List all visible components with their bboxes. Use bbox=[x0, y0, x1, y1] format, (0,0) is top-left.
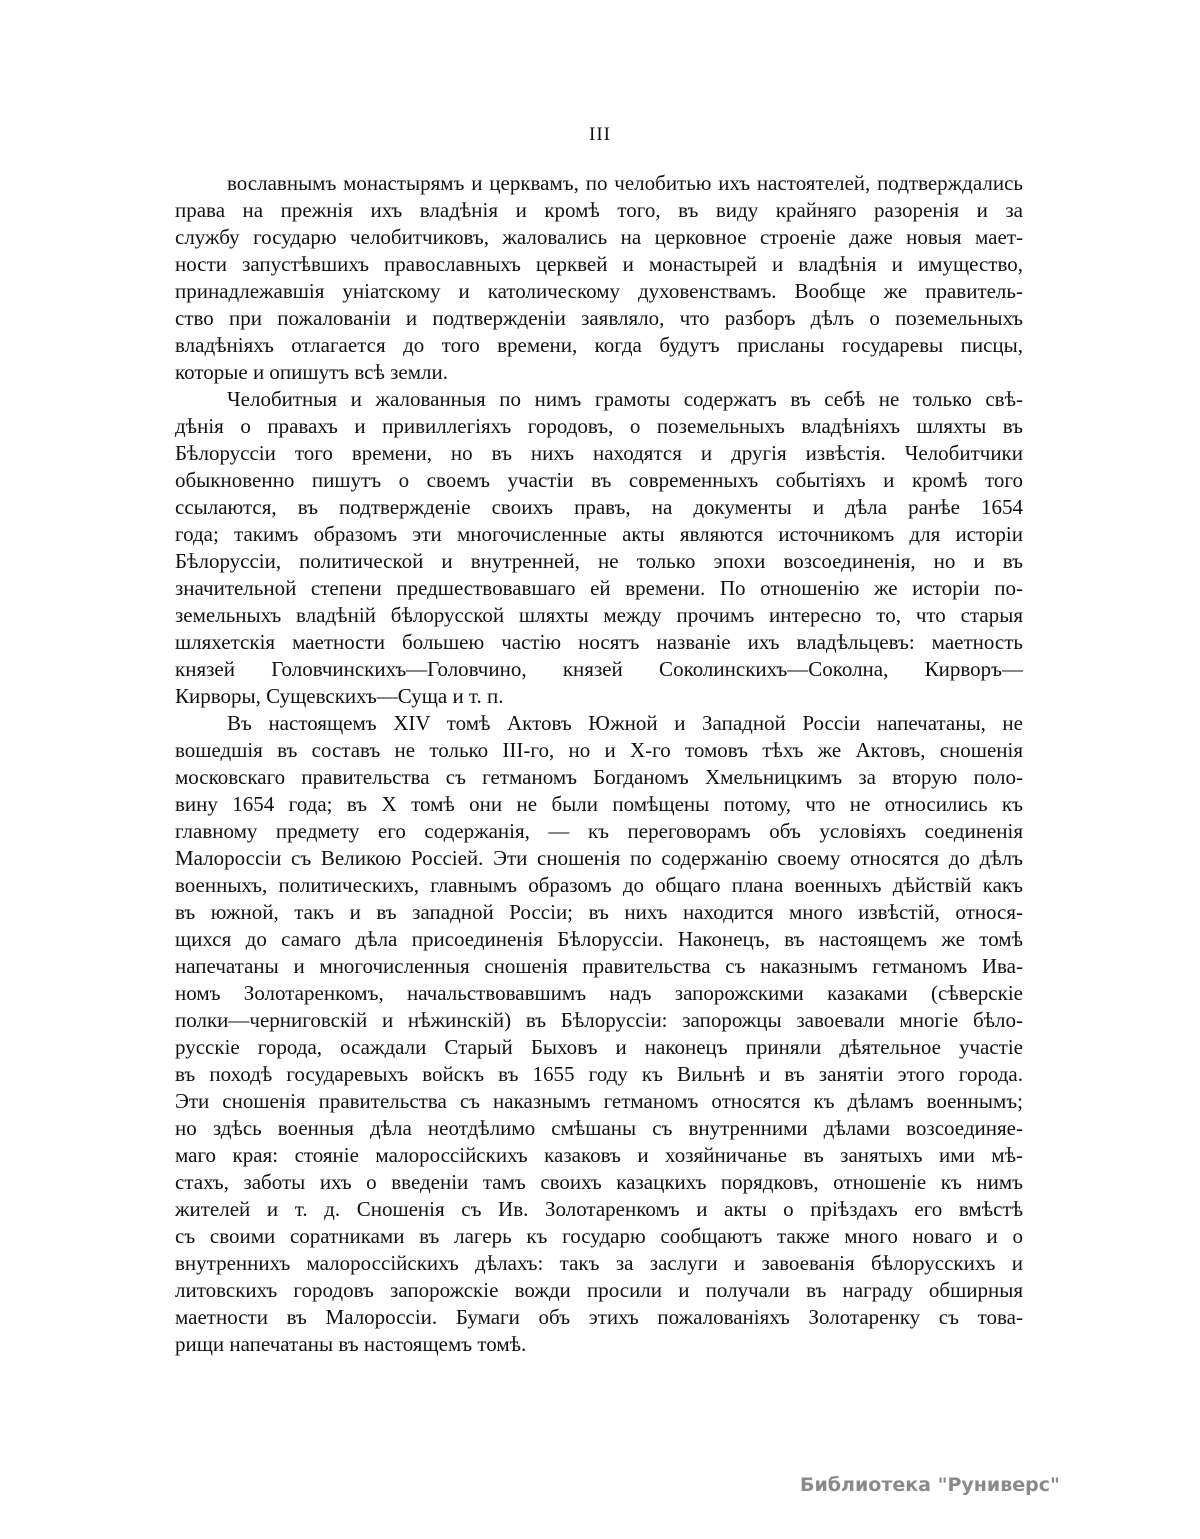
text-line: русскіе города, осаждали Старый Быховъ и наконецъ приняли дѣятельное участіе bbox=[175, 1035, 1023, 1059]
text-line: земельныхъ владѣній бѣлорусской шляхты между прочимъ интересно то, что старыя bbox=[175, 603, 1023, 627]
text-line: напечатаны и многочисленныя сношенія правительства съ наказнымъ гетманомъ Ива- bbox=[175, 954, 1023, 978]
text-line: Челобитныя и жалованныя по нимъ грамоты содержатъ въ себѣ не только свѣ- bbox=[227, 387, 1023, 411]
paragraph bbox=[175, 386, 1023, 710]
text-line: службу государю челобитчиковъ, жаловались на церковное строеніе даже новыя мает- bbox=[175, 225, 1023, 249]
text-line: принадлежавшія уніатскому и католическому духовенствамъ. Вообще же правитель- bbox=[175, 279, 1023, 303]
text-line: номъ Золотаренкомъ, начальствовавшимъ надъ запорожскими казаками (сѣверскіе bbox=[175, 981, 1023, 1005]
text-line: Бѣлоруссіи того времени, но въ нихъ находятся и другія извѣстія. Челобитчики bbox=[175, 441, 1023, 465]
text-line: щихся до самаго дѣла присоединенія Бѣлоруссіи. Наконецъ, въ настоящемъ же томѣ bbox=[175, 927, 1023, 951]
text-line: рищи напечатаны въ настоящемъ томѣ. bbox=[175, 1332, 527, 1356]
text-line: дѣнія о правахъ и привиллегіяхъ городовъ, о поземельныхъ владѣніяхъ шляхты въ bbox=[175, 414, 1023, 438]
text-line: внутреннихъ малороссійскихъ дѣлахъ: такъ за заслуги и завоеванія бѣлорусскихъ и bbox=[175, 1251, 1023, 1275]
text-line: шляхетскія маетности большею частію носятъ названіе ихъ владѣльцевъ: маетность bbox=[175, 630, 1023, 654]
body-text bbox=[175, 170, 1023, 1358]
text-line: Кирворы, Сущевскихъ—Суща и т. п. bbox=[175, 684, 504, 708]
text-line: Въ настоящемъ XIV томѣ Актовъ Южной и Западной Россіи напечатаны, не bbox=[227, 711, 1023, 735]
text-line: вину 1654 года; въ X томѣ они не были помѣщены потому, что не относились къ bbox=[175, 792, 1023, 816]
text-line: владѣніяхъ отлагается до того времени, когда будутъ присланы государевы писцы, bbox=[175, 333, 1023, 357]
text-line: съ своими соратниками въ лагерь къ государю сообщаютъ также много новаго и о bbox=[175, 1224, 1023, 1248]
text-line: литовскихъ городовъ запорожскіе вожди просили и получали въ награду обширныя bbox=[175, 1278, 1023, 1302]
text-line: въ южной, такъ и въ западной Россіи; въ нихъ находится много извѣстій, относя- bbox=[175, 900, 1023, 924]
text-line: права на прежнія ихъ владѣнія и кромѣ того, въ виду крайняго разоренія и за bbox=[175, 198, 1023, 222]
text-line: но здѣсь военныя дѣла неотдѣлимо смѣшаны съ внутренними дѣлами возсоединяе- bbox=[175, 1116, 1023, 1140]
paragraph bbox=[175, 170, 1023, 386]
text-line: въ походѣ государевыхъ войскъ въ 1655 году къ Вильнѣ и въ занятіи этого города. bbox=[175, 1062, 1023, 1086]
text-line: маго края: стояніе малороссійскихъ казаковъ и хозяйничанье въ занятыхъ ими мѣ- bbox=[175, 1143, 1023, 1167]
text-line: полки—черниговскій и нѣжинскій) въ Бѣлоруссіи: запорожцы завоевали многіе бѣло- bbox=[175, 1008, 1023, 1032]
text-line: жителей и т. д. Сношенія съ Ив. Золотаренкомъ и акты о пріѣздахъ его вмѣстѣ bbox=[175, 1197, 1023, 1221]
text-line: ство при пожалованіи и подтвержденіи заявляло, что разборъ дѣлъ о поземельныхъ bbox=[175, 306, 1023, 330]
text-line: значительной степени предшествовавшаго ей времени. По отношенію же исторіи по- bbox=[175, 576, 1023, 600]
text-line: которые и опишутъ всѣ земли. bbox=[175, 360, 448, 384]
text-line: главному предмету его содержанія, — къ переговорамъ объ условіяхъ соединенія bbox=[175, 819, 1023, 843]
page-number: III bbox=[589, 124, 611, 145]
text-line: вославнымъ монастырямъ и церквамъ, по челобитью ихъ настоятелей, подтверждались bbox=[227, 171, 1023, 195]
text-line: обыкновенно пишутъ о своемъ участіи въ современныхъ событіяхъ и кромѣ того bbox=[175, 468, 1023, 492]
text-line: военныхъ, политическихъ, главнымъ образомъ до общаго плана военныхъ дѣйствій какъ bbox=[175, 873, 1023, 897]
text-line: маетности въ Малороссіи. Бумаги объ этихъ пожалованіяхъ Золотаренку съ това- bbox=[175, 1305, 1023, 1329]
text-line: Эти сношенія правительства съ наказнымъ гетманомъ относятся къ дѣламъ военнымъ; bbox=[175, 1089, 1023, 1113]
text-line: Малороссіи съ Великою Россіей. Эти сношенія по содержанію своему относятся до дѣлъ bbox=[175, 846, 1023, 870]
text-line: московскаго правительства съ гетманомъ Богданомъ Хмельницкимъ за вторую поло- bbox=[175, 765, 1023, 789]
text-line: вошедшія въ составъ не только III-го, но и X-го томовъ тѣхъ же Актовъ, сношенія bbox=[175, 738, 1023, 762]
text-line: года; такимъ образомъ эти многочисленные акты являются источникомъ для исторіи bbox=[175, 522, 1023, 546]
text-line: ности запустѣвшихъ православныхъ церквей и монастырей и владѣнія и имущество, bbox=[175, 252, 1023, 276]
paragraph bbox=[175, 710, 1023, 1358]
text-line: князей Головчинскихъ—Головчино, князей Соколинскихъ—Соколна, Кирворъ— bbox=[175, 657, 1023, 681]
text-line: Бѣлоруссіи, политической и внутренней, не только эпохи возсоединенія, но и въ bbox=[175, 549, 1023, 573]
text-line: стахъ, заботы ихъ о введеніи тамъ своихъ казацкихъ порядковъ, отношеніе къ нимъ bbox=[175, 1170, 1023, 1194]
library-watermark: Библиотека "Руниверс" bbox=[800, 1474, 1060, 1496]
text-line: ссылаются, въ подтвержденіе своихъ правъ, на документы и дѣла ранѣе 1654 bbox=[175, 495, 1023, 519]
